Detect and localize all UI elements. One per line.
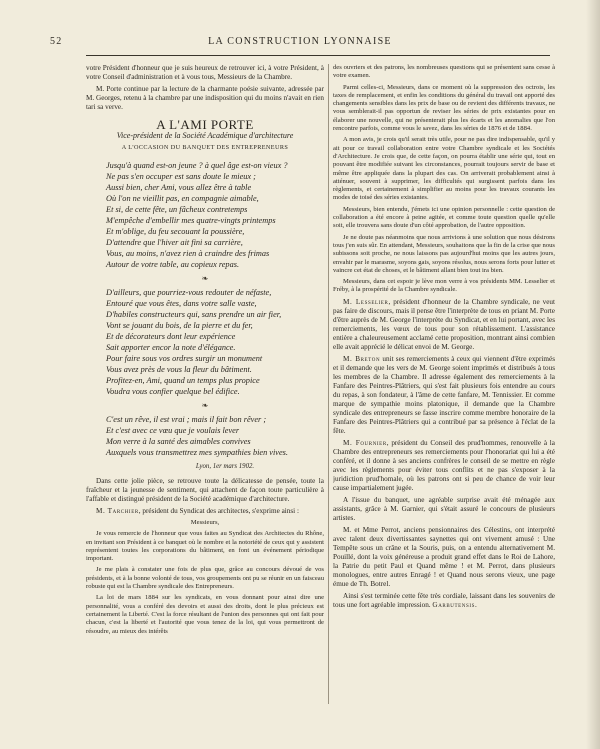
page-header	[50, 36, 550, 52]
journal-title: LA CONSTRUCTION LYONNAISE	[208, 36, 392, 47]
paragraph: A l'issue du banquet, une agréable surprise avait été ménagée aux assistants, grâce à M. Garnier, qui s'était assuré le concours de plusieurs artistes.	[333, 495, 555, 522]
page-number: 52	[50, 36, 63, 47]
poem-occasion: A L'OCCASION DU BANQUET DES ENTREPRENEURS	[121, 144, 289, 151]
poem-stanza-3	[106, 414, 324, 458]
poem-line: D'attendre que l'hiver ait fini sa carrière,	[106, 238, 243, 247]
paragraph: Je ne doute pas néanmoins que nous arrivions à une solution que nous désirons tous j'en suis sûr. En attendant, Messieurs, souhaitons que la fin de la crise que nous subissons soit proche, ne nous laissons pas aujourd'hui moins que les autres jours, envahir par le marasme, soyons gais, soyons résolus, nous serons forts pour lutter et vaincre cet état de choses, et le bâtiment allant bien tout ira bien.	[333, 233, 555, 274]
paragraph: M. et Mme Perrot, anciens pensionnaires des Célestins, ont interprété avec talent deux divertissantes saynettes qui ont vivement amusé : Une Tempête sous un crâne et la Souris, puis, on a entendu alternativement M. Pouillé, dont la voix généreuse a produit grand effet dans le Roi de Lahore, la Patrie du petit Paul et Quand même ! et M. Perrot, dans plusieurs monologues, entre autres Enragé ! et Quand nous serons vieux, une page émue de Th. Botrel.	[333, 525, 555, 588]
poem-line: Vous avez près de vous la fleur du bâtiment.	[106, 365, 252, 374]
paragraph: A mon avis, je crois qu'il serait très utile, pour ne pas dire indispensable, qu'il y ait pour ce travail collaboration entre votre Chambre syndicale et les Sociétés d'Architecture. Je crois que, de cette façon, on pourra établir une série qui, tout en pouvant être modifiée suivant les circonstances, pourrait toujours servir de base et même être appliquée dans la plupart des cas. On arriverait probablement ainsi à atténuer, souvent à supprimer, les difficultés qui surgissent parfois dans les règlements, et certainement à simplifier au moins pour les travaux courants les modes de toisé des séries existantes.	[333, 136, 555, 202]
poem-line: Et de décorateurs dont leur expérience	[106, 332, 236, 341]
poem-line: Aussi bien, cher Ami, vous allez être à table	[106, 183, 252, 192]
poem-line: Pour faire sous vos ordres surgir un monument	[106, 354, 263, 363]
poem-line: Mon verre à la santé des aimables convives	[106, 437, 251, 446]
paragraph: Ainsi s'est terminée cette fête très cordiale, laissant dans les souvenirs de tous une fort agréable impression. Garbutensis.	[333, 591, 555, 609]
poem-line: C'est un rêve, il est vrai ; mais il fait bon rêver ;	[106, 415, 267, 424]
paragraph: Je me plais à constater une fois de plus que, grâce au concours dévoué de vos présidents, et à la bonne volonté de tous, vos groupements ont pu se réunir en un faisceau robuste qui est la Chambre syndicale des Entrepreneurs.	[86, 566, 324, 591]
speaker-name: M. Tarchier	[96, 507, 139, 515]
poem-line: Voudra vous confier quelque bel édifice.	[106, 387, 240, 396]
paragraph: M. Fournier, président du Conseil des prud'hommes, renouvelle à la Chambre des entrepreneurs ses remerciements pour l'honorariat qui lui a été conféré, et il donne à ses anciens confrères le conseil de se mettre en règle avec les règlements pour éviter tous conflits et ne pas s'exposer à la juridiction prud'homale, où les patrons ont si peu de chance de voir leur cause impartialement jugée.	[333, 438, 555, 492]
ornament-icon: ❧	[201, 401, 209, 410]
poem-line: D'habiles constructeurs qui, sans prendre un air fier,	[106, 310, 282, 319]
poem-line: Vont se jouant du bois, de la pierre et du fer,	[106, 321, 253, 330]
poem-line: Ne pas s'en occuper est sans doute le mieux ;	[106, 172, 256, 181]
speaker-name: M. Fournier	[343, 438, 387, 447]
poem-dateline: Lyon, 1er mars 1902.	[195, 463, 255, 470]
poem-subtitle: Vice-président de la Société Académique d'architecture	[116, 131, 294, 140]
right-column	[333, 64, 555, 739]
paragraph: Dans cette jolie pièce, se retrouve toute la délicatesse de pensée, toute la fraîcheur et la jeunesse de sentiment, qui attachent de façon toute particulière à l'affable et distingué président de la Société académique d'architecture.	[86, 477, 324, 503]
poem-line: Sait apporter encor la note d'élégance.	[106, 343, 236, 352]
article-signature: Garbutensis.	[432, 600, 478, 609]
poem-line: Et si, de cette fête, un fâcheux contretemps	[106, 205, 248, 214]
poem-line: Auxquels vous transmettrez mes sympathies bien vives.	[106, 448, 288, 457]
paragraph: La loi de mars 1884 sur les syndicats, en vous donnant pour ainsi dire une personnalité, vous a conféré des devoirs et aussi des droits, dont le plus précieux est certainement la Liberté. C'est la force résultant de l'union des personnes qui ont fait pour chacun, c'est la liberté et l'autorité que vous tenez de la loi, qui vous permettront de résoudre, au mieux des intérêts	[86, 594, 324, 635]
poem-line: Profitez-en, Ami, quand un temps plus propice	[106, 376, 260, 385]
poem-line: M'empêche d'embellir mes quatre-vingts printemps	[106, 216, 276, 225]
poem-line: Jusqu'à quand est-on jeune ? à quel âge est-on vieux ?	[106, 161, 288, 170]
poem-stanza-2	[106, 287, 324, 397]
page-gutter-shadow	[586, 0, 600, 749]
poem-stanza-1	[106, 160, 324, 270]
speaker-name: M. Breton	[343, 354, 381, 363]
ornament-icon: ❧	[201, 274, 209, 283]
column-divider	[328, 64, 329, 704]
paragraph: Messieurs, dans cet espoir je lève mon verre à vos présidents MM. Lesselier et Fréby, à la prospérité de la Chambre syndicale.	[333, 278, 555, 294]
paragraph: M. Porte continue par la lecture de la charmante poésie suivante, adressée par M. Georges, retenu à la chambre par une indisposition qui du moins n'avait en rien tari sa verve.	[86, 85, 324, 111]
header-rule	[86, 55, 550, 56]
poem-line: Autour de votre table, au copieux repas.	[106, 260, 240, 269]
paragraph: M. Tarchier, président du Syndicat des architectes, s'exprime ainsi :	[96, 507, 299, 515]
poem-line: Entouré que vous êtes, dans votre salle vaste,	[106, 299, 257, 308]
paragraph: M. Lesselier, président d'honneur de la Chambre syndicale, ne veut pas faire de discours, mais il pense être l'interprète de tous en priant M. Porte d'être auprès de M. George l'interprète du Syndicat, et en lui portant, avec les remerciements, les vœux de tous pour son rétablissement. L'assistance entière a chaleureusement acclamé cette proposition, montrant ainsi combien elle avait apprécié le délicat envoi de M. George.	[333, 297, 555, 351]
paragraph: des ouvriers et des patrons, les nombreuses questions qui se présentent sans cesse à votre examen.	[333, 64, 555, 80]
poem-line: Et m'oblige, du feu secouant la poussière,	[106, 227, 245, 236]
poem-line: Où l'on ne vieillit pas, en compagnie aimable,	[106, 194, 259, 203]
paragraph: M. Breton unit ses remerciements à ceux qui viennent d'être exprimés et il demande que les vers de M. George soient imprimés et distribués à tous les membres de la Chambre. Il adresse également des remerciements à la Fanfare des Peintres-Plâtriers, qui s'est fait plusieurs fois entendre au cours du repas, à son fondateur, à l'âme de cette fanfare, M. Tennissier. Et comme marque de sympathie moins platonique, il demande que la Chambre syndicale des entrepreneurs se fasse inscrire comme membre honoraire de la Fanfare des Peintres-Plâtriers qui a contribué par sa présence à l'éclat de la fête.	[333, 354, 555, 435]
paragraph: Je vous remercie de l'honneur que vous faites au Syndicat des Architectes du Rhône, en invitant son Président à ce banquet où le nombre et la notoriété de ceux qui y assistent représentent toutes les corporations du bâtiment, en font un événement périodique important.	[86, 530, 324, 563]
paragraph: Parmi celles-ci, Messieurs, dans ce moment où la suppression des octrois, les taxes de remplacement, et enfin les conditions du général du travail ont apporté des changements sensibles dans les prix de base ou de revient des différents travaux, ne vous semblerait-il pas opportun de reviser les séries de prix existantes pour en élaborer une nouvelle, qui ne présenterait plus les écarts et les anomalies que l'on rencontre parfois, comme vous le savez, dans les séries de 1876 et de 1884.	[333, 83, 555, 133]
paragraph: Messieurs, bien entendu, j'émets ici une opinion personnelle : cette question de collaboration a été encore à peine agitée, et comme toute question quelle qu'elle soit, elle trouvera sans doute d'un côté approbation, de l'autre opposition.	[333, 205, 555, 230]
left-column	[86, 64, 324, 739]
poem-title: A L'AMI PORTE	[156, 117, 254, 132]
poem-line: Vous, au moins, n'avez rien à craindre des frimas	[106, 249, 270, 258]
poem-line: Et c'est avec ce vœu que je voulais lever	[106, 426, 240, 435]
paragraph: votre Président d'honneur que je suis heureux de retrouver ici, à votre Président, à votre Conseil d'administration et à vous tous, Messieurs de la Chambre.	[86, 64, 324, 81]
speech-salutation: Messieurs,	[190, 519, 220, 526]
speaker-name: M. Lesselier	[343, 297, 389, 306]
poem-line: D'ailleurs, que pourriez-vous redouter de néfaste,	[106, 288, 272, 297]
